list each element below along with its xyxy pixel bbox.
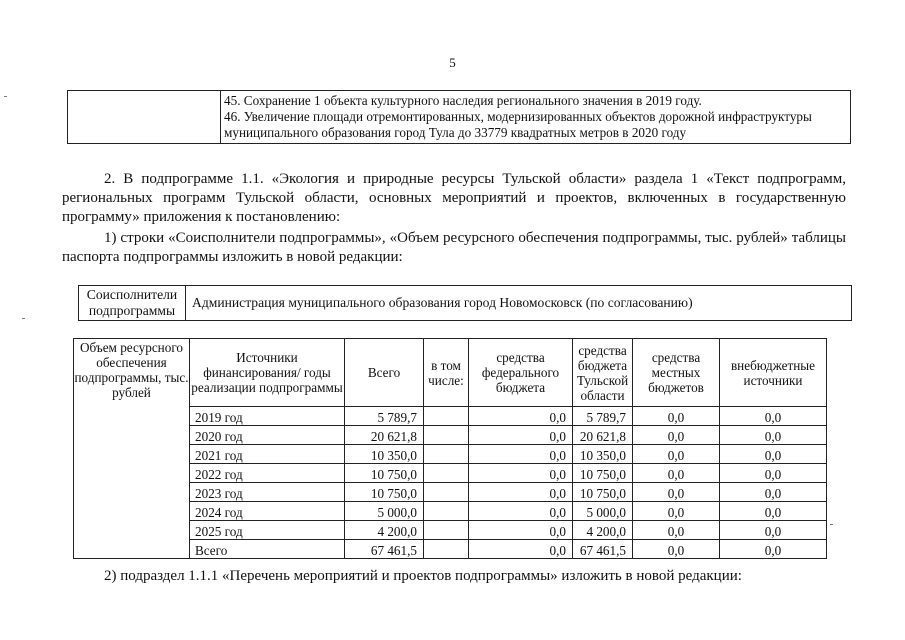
year-cell: 2021 год [190,445,345,464]
including-cell [424,407,469,426]
total-cell: 5 789,7 [345,407,424,426]
regional-cell: 67 461,5 [573,540,633,559]
goal-46-text: 46. Увеличение площади отремонтированных, модернизированных объектов дорожной инфраструктуры муниципального образования город Тула до 33779 квадратных метров в 2020 году [224,109,812,140]
federal-cell: 0,0 [469,540,573,559]
extrabudgetary-cell: 0,0 [720,426,827,445]
federal-cell: 0,0 [469,464,573,483]
continuation-empty-cell [68,91,221,144]
year-cell: 2022 год [190,464,345,483]
scan-mark [830,524,833,525]
total-cell: 4 200,0 [345,521,424,540]
local-cell: 0,0 [633,502,720,521]
header-including: в том числе: [424,339,469,407]
regional-cell: 5 000,0 [573,502,633,521]
federal-cell: 0,0 [469,483,573,502]
including-cell [424,502,469,521]
extrabudgetary-cell: 0,0 [720,483,827,502]
including-cell [424,426,469,445]
local-cell: 0,0 [633,483,720,502]
extrabudgetary-cell: 0,0 [720,445,827,464]
extrabudgetary-cell: 0,0 [720,502,827,521]
total-cell: 10 750,0 [345,483,424,502]
extrabudgetary-cell: 0,0 [720,464,827,483]
including-cell [424,445,469,464]
scan-mark [22,318,25,319]
total-cell: 20 621,8 [345,426,424,445]
paragraph-section-change: 2) подраздел 1.1.1 «Перечень мероприятий и проектов подпрограммы» изложить в новой редакции: [104,568,742,584]
header-total: Всего [345,339,424,407]
year-cell: Всего [190,540,345,559]
federal-cell: 0,0 [469,502,573,521]
local-cell: 0,0 [633,407,720,426]
local-cell: 0,0 [633,464,720,483]
year-cell: 2025 год [190,521,345,540]
header-extrabudgetary: внебюджетные источники [720,339,827,407]
coexecutors-value: Администрация муниципального образования город Новомосковск (по согласованию) [186,286,852,321]
regional-cell: 10 750,0 [573,483,633,502]
federal-cell: 0,0 [469,426,573,445]
header-regional: средства бюджета Тульской области [573,339,633,407]
resources-row-label: Объем ресурсного обеспечения подпрограммы, тыс. рублей [74,339,190,559]
regional-cell: 10 350,0 [573,445,633,464]
header-sources: Источники финансирования/ годы реализации подпрограммы [190,339,345,407]
regional-cell: 10 750,0 [573,464,633,483]
regional-cell: 4 200,0 [573,521,633,540]
total-cell: 10 350,0 [345,445,424,464]
paragraph-rows-change: 1) строки «Соисполнители подпрограммы», «Объем ресурсного обеспечения подпрограммы, тыс. рублей» таблицы паспорта подпрограммы изложить в новой редакции: [62,230,846,265]
extrabudgetary-cell: 0,0 [720,540,827,559]
year-cell: 2020 год [190,426,345,445]
extrabudgetary-cell: 0,0 [720,521,827,540]
local-cell: 0,0 [633,445,720,464]
total-cell: 5 000,0 [345,502,424,521]
continuation-text-cell [221,91,851,144]
local-cell: 0,0 [633,540,720,559]
total-cell: 10 750,0 [345,464,424,483]
including-cell [424,483,469,502]
coexecutors-table [78,285,852,321]
page-number: 5 [449,55,456,70]
federal-cell: 0,0 [469,445,573,464]
local-cell: 0,0 [633,426,720,445]
regional-cell: 5 789,7 [573,407,633,426]
year-cell: 2024 год [190,502,345,521]
header-local: средства местных бюджетов [633,339,720,407]
including-cell [424,464,469,483]
scan-mark [4,96,7,97]
year-cell: 2019 год [190,407,345,426]
including-cell [424,540,469,559]
federal-cell: 0,0 [469,407,573,426]
continuation-table [67,90,851,144]
paragraph-subprogram-change: 2. В подпрограмме 1.1. «Экология и природные ресурсы Тульской области» раздела 1 «Текст подпрограмм, региональных программ Тульской области, основных мероприятий и проектов, включенных в государственную программу» приложения к постановлению: [62,171,846,225]
goal-45-text: 45. Сохранение 1 объекта культурного наследия регионального значения в 2019 году. [224,93,702,108]
resources-header-row [74,339,827,407]
resources-table [73,338,827,559]
header-federal: средства федерального бюджета [469,339,573,407]
regional-cell: 20 621,8 [573,426,633,445]
including-cell [424,521,469,540]
total-cell: 67 461,5 [345,540,424,559]
coexecutors-label: Соисполнители подпрограммы [79,286,186,321]
federal-cell: 0,0 [469,521,573,540]
year-cell: 2023 год [190,483,345,502]
extrabudgetary-cell: 0,0 [720,407,827,426]
local-cell: 0,0 [633,521,720,540]
